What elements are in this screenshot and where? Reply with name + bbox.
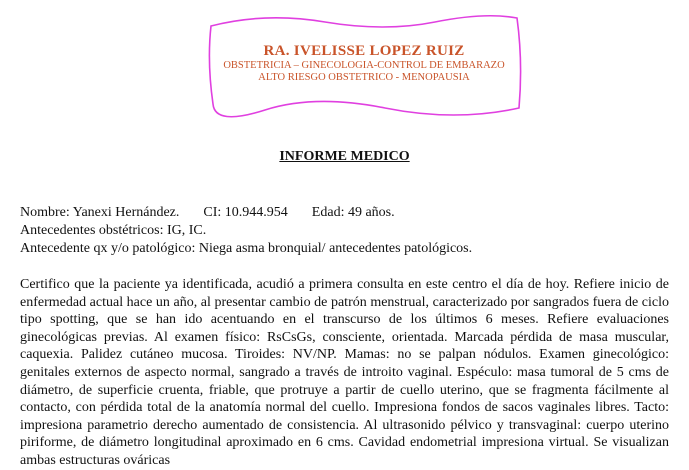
- body-line: Refiere evaluaciones ginecológicas previas. Al examen físico: RsCsGs, consciente, orientada. Marcada: [20, 312, 669, 345]
- specialty-line-2: ALTO RIESGO OBSTETRICO - MENOPAUSIA: [258, 72, 470, 83]
- body-line: Impresiona fondos de sacos vaginales libres. Tacto: impresiona parametrio derecho aumentado de: [20, 400, 670, 433]
- surgical-history: Antecedente qx y/o patológico: Niega asma bronquial/ antecedentes patológicos.: [20, 241, 473, 256]
- body-line: sangrados fuera de ciclo tipo spotting, que se han ido acentuando en el transcurso de los últimos 6 meses.: [20, 294, 669, 328]
- obstetric-history: Antecedentes obstétricos: IG, IC.: [20, 223, 207, 238]
- body-line: pérdida de masa muscular, caquexia. Palidez cutáneo mucosa. Tiroides: NV/NP. Mamas: no se palpan: [20, 329, 670, 363]
- body-line: aproximado en 6 cms. Cavidad endometrial impresiona virtual. Se visualizan ambas estructuras ováricas: [20, 435, 669, 468]
- body-line: Certifico que la paciente ya identificada, acudió a primera consulta en este centro el día de hoy. Refiere: [20, 277, 615, 292]
- patient-id-line: [20, 204, 472, 222]
- patient-name: Nombre: Yanexi Hernández.: [20, 205, 180, 220]
- body-line: uterino, que se fragmenta fácilmente al contacto, con pérdida total de la anatomía normal del cuello.: [20, 382, 670, 416]
- body-line: Espéculo: masa tumoral de 5 cms de diámetro, de superficie cruenta, friable, que protruye a partir de cuello: [20, 364, 670, 398]
- body-line: nódulos. Examen ginecológico: genitales externos de aspecto normal, sangrado a través de introito vaginal.: [20, 347, 669, 380]
- body-line: consistencia. Al ultrasonido pélvico y transvaginal: cuerpo uterino piriforme, de diámetro longitudinal: [20, 417, 670, 451]
- doctor-name: RA. IVELISSE LOPEZ RUIZ: [263, 43, 465, 59]
- patient-info: [20, 204, 472, 258]
- specialty-line-1: OBSTETRICIA – GINECOLOGIA-CONTROL DE EMBARAZO: [223, 60, 505, 71]
- report-title: INFORME MEDICO: [279, 149, 410, 164]
- body-line: inicio de enfermedad actual hace un año, al presentar cambio de patrón menstrual, caracterizado por: [20, 277, 669, 310]
- patient-age: Edad: 49 años.: [311, 205, 395, 220]
- letterhead: [205, 12, 523, 120]
- report-body: [20, 276, 669, 470]
- patient-ci: CI: 10.944.954: [203, 205, 288, 220]
